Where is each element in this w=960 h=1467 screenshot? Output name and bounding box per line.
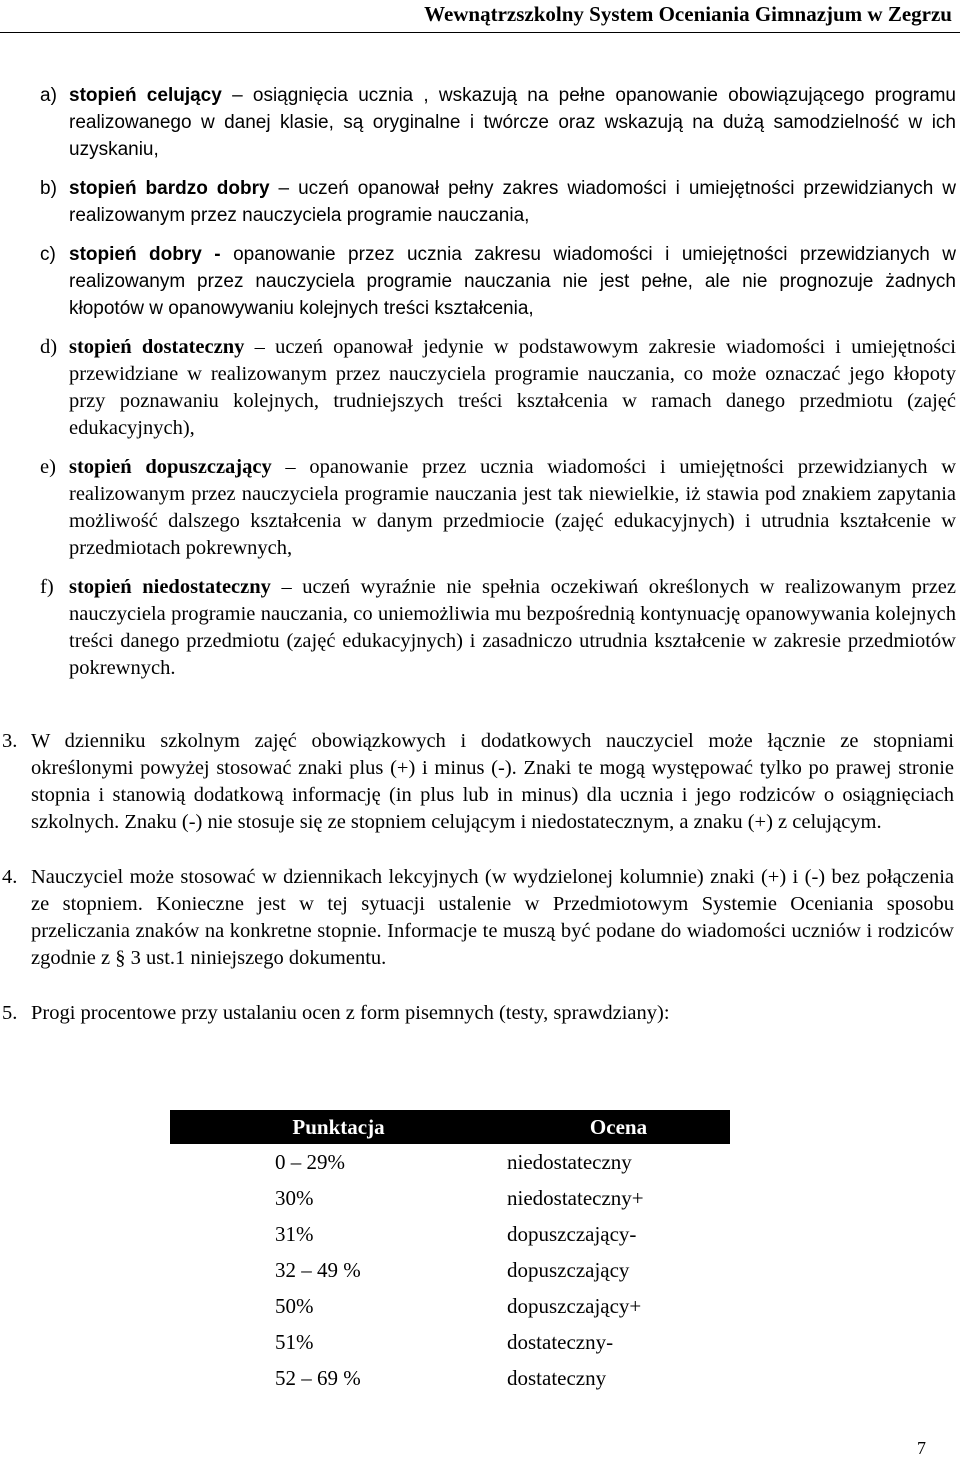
table-cell-grade: dopuszczający-	[507, 1221, 637, 1246]
table-cell-grade: dopuszczający+	[507, 1293, 642, 1318]
header-points: Punktacja	[172, 1110, 505, 1144]
grade-item-a	[40, 82, 956, 163]
grade-item-b	[40, 175, 956, 229]
grade-name: stopień celujący	[69, 85, 222, 106]
grade-letter: a)	[40, 85, 57, 106]
grade-name: stopień dopuszczający	[69, 456, 272, 478]
table-row	[172, 1360, 730, 1396]
grade-letter: d)	[40, 336, 58, 358]
grade-description: – osiągnięcia ucznia , wskazują na pełne opanowanie obowiązującego programu realizowanego w danej klasie, są oryginalne i twórcze oraz wskazują na dużą samodzielność w ich uzyskaniu,	[69, 85, 956, 160]
point-number: 4.	[2, 866, 18, 888]
grade-name: stopień niedostateczny	[69, 576, 271, 598]
table-row	[172, 1252, 730, 1288]
table-cell-grade: dostateczny-	[507, 1329, 614, 1354]
grade-letter: f)	[40, 576, 54, 598]
grade-description: opanowanie przez ucznia zakresu wiadomości i umiejętności przewidzianych w realizowanym przez nauczyciela programie nauczania nie jest pełne, ale nie prognozuje żadnych kłopotów w opanowywaniu kolejnych treści kształcenia,	[69, 244, 956, 319]
header-rule	[0, 32, 960, 33]
point-text: Progi procentowe przy ustalaniu ocen z form pisemnych (testy, sprawdziany):	[31, 1002, 670, 1024]
grade-description: – opanowanie przez ucznia wiadomości i umiejętności przewidzianych w realizowanym przez nauczyciela programie nauczania jest tak niewielkie, iż stawia pod znakiem zapytania możliwość dalszego kształcenia w danym przedmiocie (zajęć edukacyjnych) i utrudnia kształcenie w przedmiotach pokrewnych,	[69, 456, 957, 559]
grade-letter: b)	[40, 178, 57, 199]
table-row	[172, 1216, 730, 1252]
page-number: 7	[917, 1438, 926, 1458]
grade-name: stopień dobry -	[69, 244, 221, 265]
point-5	[0, 1000, 960, 1027]
table-cell-range: 52 – 69 %	[275, 1365, 361, 1390]
grade-letter: e)	[40, 456, 56, 478]
header-grade: Ocena	[505, 1110, 730, 1144]
grade-description: – uczeń opanował pełny zakres wiadomości i umiejętności przewidzianych w realizowanym przez nauczyciela programie nauczania,	[69, 178, 956, 226]
table-row	[172, 1288, 730, 1324]
table-row	[172, 1180, 730, 1216]
table-row	[172, 1324, 730, 1360]
grade-name: stopień dostateczny	[69, 336, 245, 358]
grade-item-c	[40, 241, 956, 322]
numbered-points	[0, 728, 960, 1055]
grade-name: stopień bardzo dobry	[69, 178, 270, 199]
grade-item-e	[40, 454, 956, 562]
table-cell-range: 50%	[275, 1293, 314, 1318]
table-cell-range: 0 – 29%	[275, 1149, 345, 1174]
point-4	[0, 864, 960, 972]
table-cell-grade: dostateczny	[507, 1365, 607, 1390]
grade-item-d	[40, 334, 956, 442]
grade-item-f	[40, 574, 956, 682]
point-text: W dzienniku szkolnym zajęć obowiązkowych i dodatkowych nauczyciel może łącznie ze stopniami określonymi powyżej stosować znaki plus (+) i minus (-). Znaki te mogą występować tylko po prawej stronie stopnia i stanowią dodatkową informację (in plus lub in minus) dla ucznia i jego rodziców o osiągnięciach szkolnych. Znaku (-) nie stosuje się ze stopniem celującym i niedostatecznym, a znaku (+) z celującym.	[31, 730, 954, 833]
score-table	[170, 1110, 730, 1396]
table-row	[172, 1144, 730, 1180]
point-number: 5.	[2, 1002, 18, 1024]
document-title: Wewnątrzszkolny System Oceniania Gimnazjum w Zegrzu	[424, 2, 952, 26]
page-header	[0, 0, 960, 40]
table-header-row	[172, 1110, 730, 1144]
grade-description: – uczeń wyraźnie nie spełnia oczekiwań określonych w realizowanym przez nauczyciela programie nauczania, co uniemożliwia mu bezpośrednią kontynuację opanowywania kolejnych treści danego przedmiotu (zajęć edukacyjnych) i zasadniczo utrudnia kształcenie w zakresie przedmiotów pokrewnych.	[69, 576, 957, 679]
table-cell-range: 31%	[275, 1221, 314, 1246]
score-table-container	[170, 1110, 730, 1396]
table-cell-range: 30%	[275, 1185, 314, 1210]
grade-list	[40, 82, 956, 694]
point-3	[0, 728, 960, 836]
table-cell-range: 51%	[275, 1329, 314, 1354]
grade-letter: c)	[40, 244, 56, 265]
table-cell-grade: dopuszczający	[507, 1257, 630, 1282]
table-cell-grade: niedostateczny+	[507, 1185, 644, 1210]
table-cell-grade: niedostateczny	[507, 1149, 632, 1174]
point-number: 3.	[2, 730, 18, 752]
table-cell-range: 32 – 49 %	[275, 1257, 361, 1282]
point-text: Nauczyciel może stosować w dziennikach lekcyjnych (w wydzielonej kolumnie) znaki (+) i (-) bez połączenia ze stopniem. Konieczne jest w tej sytuacji ustalenie w Przedmiotowym Systemie Oceniania sposobu przeliczania znaków na konkretne stopnie. Informacje te muszą być podane do wiadomości uczniów i rodziców zgodnie z § 3 ust.1 niniejszego dokumentu.	[31, 866, 954, 969]
grade-description: – uczeń opanował jedynie w podstawowym zakresie wiadomości i umiejętności przewidziane w realizowanym przez nauczyciela programie nauczania, co może oznaczać jego kłopoty przy poznawaniu kolejnych, trudniejszych treści kształcenia w ramach danego przedmiotu (zajęć edukacyjnych),	[69, 336, 957, 439]
